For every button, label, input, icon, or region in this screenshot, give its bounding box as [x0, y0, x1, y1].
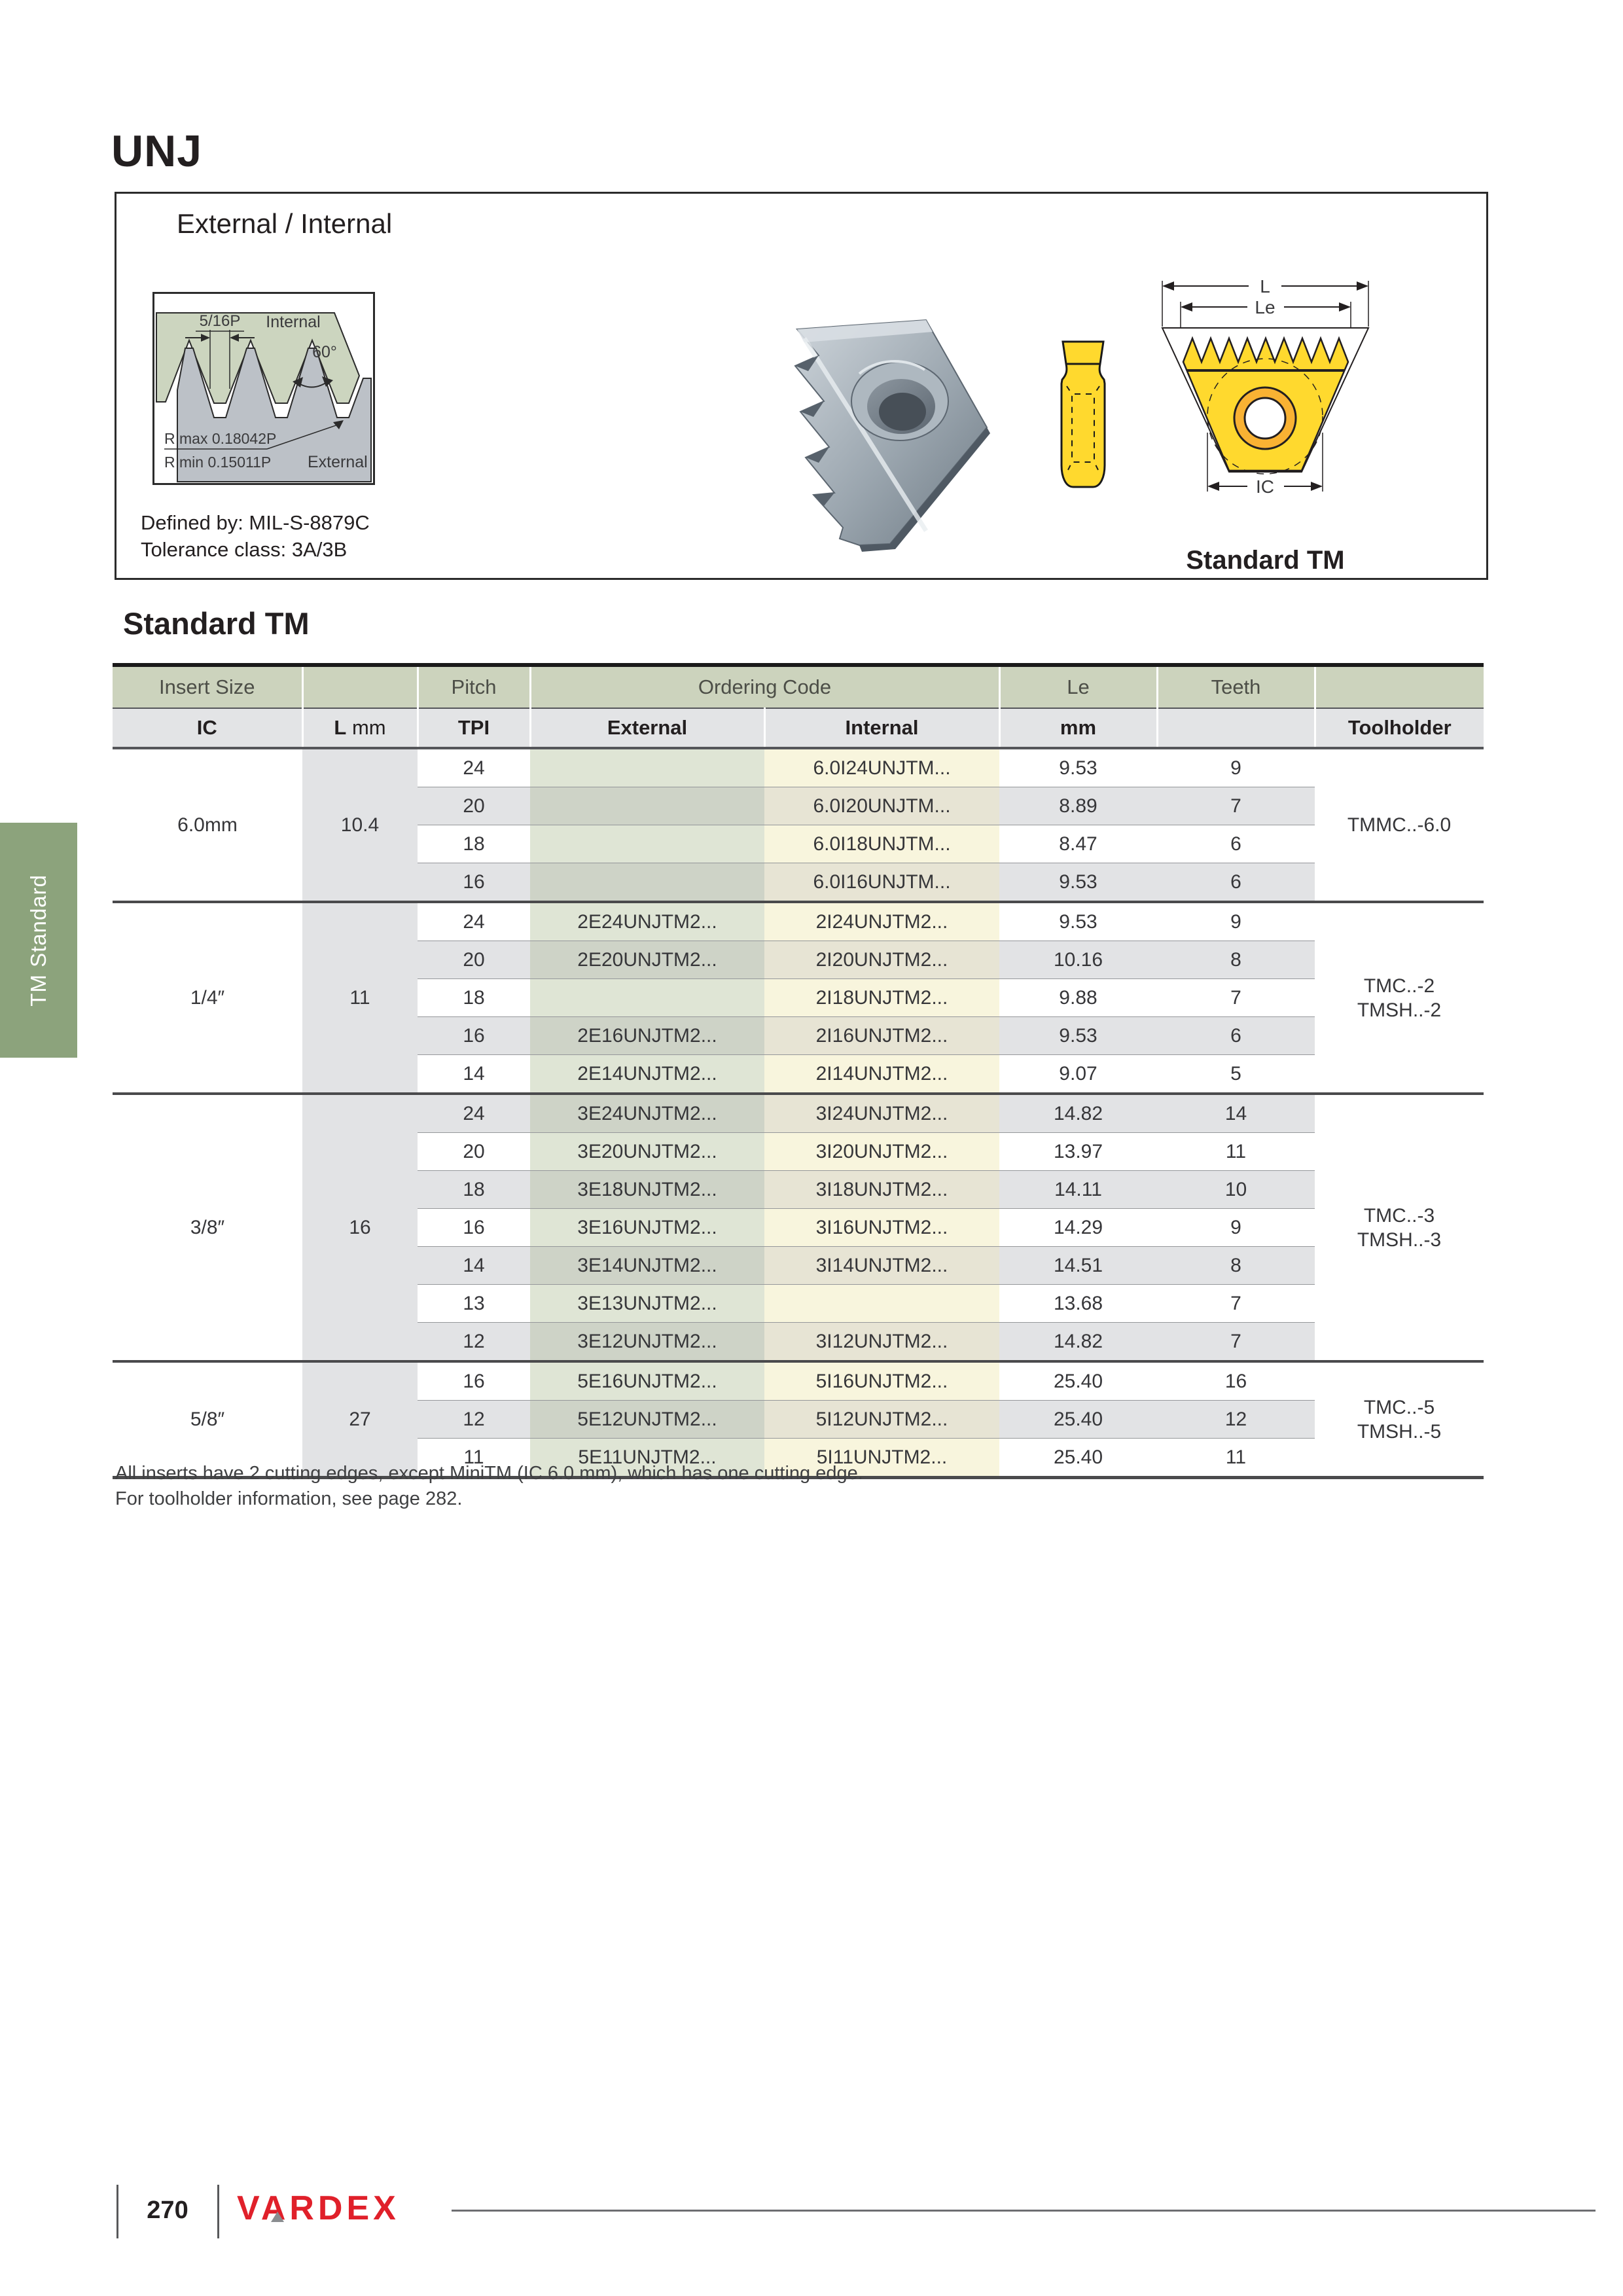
cell-teeth: 7 [1157, 979, 1315, 1017]
cell-ordering-code-external: 3E18UNJTM2... [530, 1171, 764, 1209]
external-internal-panel [115, 192, 1488, 580]
cell-le-mm: 25.40 [999, 1401, 1157, 1439]
cell-toolholder [1315, 1361, 1484, 1478]
cell-tpi: 13 [418, 1285, 530, 1323]
cell-le-mm: 25.40 [999, 1439, 1157, 1478]
cell-tpi: 16 [418, 1361, 530, 1401]
cell-le-mm: 9.53 [999, 1017, 1157, 1055]
cell-insert-size-l: 27 [302, 1361, 418, 1478]
insert-3d-hole-inner [879, 393, 926, 431]
toolholder-line: TMC..-2 [1363, 975, 1435, 997]
cell-le-mm: 9.53 [999, 902, 1157, 941]
cell-le-mm: 25.40 [999, 1361, 1157, 1401]
vardex-logo-text: VARDEX [237, 2189, 400, 2227]
header-external: External [530, 708, 764, 748]
header-spacer [302, 665, 418, 708]
sidebar-tab-tm-standard [0, 823, 77, 1058]
toolholder-line: TMSH..-3 [1357, 1229, 1442, 1251]
cell-tpi: 16 [418, 1017, 530, 1055]
cell-ordering-code-internal: 6.0I16UNJTM... [764, 863, 999, 903]
cell-ordering-code-internal: 6.0I20UNJTM... [764, 787, 999, 825]
header-internal: Internal [764, 708, 999, 748]
cell-teeth: 7 [1157, 787, 1315, 825]
footnote-line: All inserts have 2 cutting edges, except MiniTM (IC 6.0 mm), which has one cutting edge. [115, 1463, 863, 1484]
cell-teeth: 6 [1157, 1017, 1315, 1055]
cell-le-mm: 14.11 [999, 1171, 1157, 1209]
cell-ordering-code-external: 2E20UNJTM2... [530, 941, 764, 979]
cell-tpi: 18 [418, 1171, 530, 1209]
table-body [113, 748, 1484, 1478]
cell-ordering-code-external: 5E12UNJTM2... [530, 1401, 764, 1439]
cell-ordering-code-internal: 2I18UNJTM2... [764, 979, 999, 1017]
cell-tpi: 24 [418, 1094, 530, 1133]
cell-teeth: 10 [1157, 1171, 1315, 1209]
cell-toolholder [1315, 1094, 1484, 1361]
cell-le-mm: 8.89 [999, 787, 1157, 825]
cell-teeth: 7 [1157, 1323, 1315, 1362]
cell-le-mm: 13.97 [999, 1133, 1157, 1171]
cell-teeth: 14 [1157, 1094, 1315, 1133]
cell-ordering-code-internal [764, 1285, 999, 1323]
cell-insert-size-l: 10.4 [302, 748, 418, 902]
cell-insert-size-l: 11 [302, 902, 418, 1094]
cell-teeth: 16 [1157, 1361, 1315, 1401]
cell-ordering-code-external: 2E16UNJTM2... [530, 1017, 764, 1055]
footer-rule [452, 2210, 1596, 2212]
cell-ordering-code-internal: 3I14UNJTM2... [764, 1247, 999, 1285]
header-teeth: Teeth [1157, 665, 1315, 708]
cell-le-mm: 9.53 [999, 863, 1157, 903]
cell-ordering-code-external [530, 748, 764, 787]
cell-tpi: 14 [418, 1055, 530, 1094]
cell-ordering-code-internal: 6.0I24UNJTM... [764, 748, 999, 787]
cell-insert-size-ic: 5/8″ [113, 1361, 302, 1478]
cell-ordering-code-external: 2E24UNJTM2... [530, 902, 764, 941]
table-row [113, 748, 1484, 787]
header-l-mm [302, 708, 418, 748]
dim-le-label: Le [1255, 297, 1275, 317]
pitch-label: 5/16P [199, 312, 241, 330]
cell-insert-size-ic: 1/4″ [113, 902, 302, 1094]
table-row [113, 902, 1484, 941]
cell-ordering-code-internal: 3I16UNJTM2... [764, 1209, 999, 1247]
cell-teeth: 5 [1157, 1055, 1315, 1094]
cell-tpi: 16 [418, 863, 530, 903]
table-header-row-2 [113, 708, 1484, 748]
cell-teeth: 9 [1157, 1209, 1315, 1247]
defined-by-line: Defined by: MIL-S-8879C [141, 511, 370, 534]
cell-toolholder [1315, 748, 1484, 902]
cell-ordering-code-external: 3E16UNJTM2... [530, 1209, 764, 1247]
front-view-hole [1245, 398, 1285, 439]
cell-teeth: 6 [1157, 825, 1315, 863]
cell-le-mm: 9.07 [999, 1055, 1157, 1094]
cell-le-mm: 14.51 [999, 1247, 1157, 1285]
header-pitch: Pitch [418, 665, 530, 708]
header-mm: mm [999, 708, 1157, 748]
cell-ordering-code-internal: 2I16UNJTM2... [764, 1017, 999, 1055]
external-label: External [308, 453, 368, 471]
insert-3d-image [761, 315, 990, 557]
cell-ordering-code-external: 3E24UNJTM2... [530, 1094, 764, 1133]
cell-tpi: 16 [418, 1209, 530, 1247]
cell-insert-size-ic: 3/8″ [113, 1094, 302, 1361]
header-ordering-code: Ordering Code [530, 665, 999, 708]
cell-ordering-code-internal: 2I20UNJTM2... [764, 941, 999, 979]
cell-insert-size-l: 16 [302, 1094, 418, 1361]
cell-ordering-code-external: 3E20UNJTM2... [530, 1133, 764, 1171]
table-row [113, 1361, 1484, 1401]
standard-definition [141, 509, 370, 563]
cell-tpi: 18 [418, 825, 530, 863]
dim-le-arrowhead-left-icon [1181, 302, 1192, 312]
cell-le-mm: 14.82 [999, 1323, 1157, 1362]
dim-l-arrowhead-left-icon [1162, 281, 1174, 291]
header-insert-size: Insert Size [113, 665, 302, 708]
cell-le-mm: 13.68 [999, 1285, 1157, 1323]
cell-ordering-code-external [530, 825, 764, 863]
header-toolholder: Toolholder [1315, 708, 1484, 748]
sidebar-tab-label: TM Standard [26, 874, 50, 1007]
header-tpi: TPI [418, 708, 530, 748]
table-row [113, 1094, 1484, 1133]
cell-ordering-code-external: 5E11UNJTM2... [530, 1439, 764, 1478]
cell-teeth: 8 [1157, 941, 1315, 979]
dim-ic-arrowhead-right-icon [1311, 482, 1323, 491]
cell-teeth: 7 [1157, 1285, 1315, 1323]
cell-tpi: 20 [418, 941, 530, 979]
insert-side-view [1054, 338, 1113, 492]
cell-ordering-code-external: 3E12UNJTM2... [530, 1323, 764, 1362]
toolholder-line: TMMC..-6.0 [1347, 814, 1452, 836]
dim-l-arrowhead-right-icon [1357, 281, 1368, 291]
cell-ordering-code-external [530, 863, 764, 903]
tolerance-line: Tolerance class: 3A/3B [141, 538, 348, 561]
cell-ordering-code-internal: 5I16UNJTM2... [764, 1361, 999, 1401]
footnotes [115, 1461, 863, 1512]
dim-l-label: L [1260, 276, 1270, 296]
cell-ordering-code-internal: 3I18UNJTM2... [764, 1171, 999, 1209]
variant-label: Standard TM [1186, 546, 1345, 575]
cell-le-mm: 9.88 [999, 979, 1157, 1017]
toolholder-line: TMC..-5 [1363, 1396, 1435, 1418]
cell-ordering-code-internal: 5I11UNJTM2... [764, 1439, 999, 1478]
standard-tm-table [113, 663, 1484, 1479]
cell-le-mm: 14.82 [999, 1094, 1157, 1133]
cell-ordering-code-external: 5E16UNJTM2... [530, 1361, 764, 1401]
footnote-line: For toolholder information, see page 282. [115, 1488, 463, 1509]
cell-teeth: 9 [1157, 902, 1315, 941]
vardex-logo-triangle-icon [271, 2212, 284, 2222]
dim-ic-label: IC [1256, 476, 1274, 497]
cell-tpi: 18 [418, 979, 530, 1017]
dim-le-arrowhead-right-icon [1339, 302, 1351, 312]
vardex-logo [237, 2189, 400, 2228]
section-title: Standard TM [123, 606, 310, 641]
cell-tpi: 11 [418, 1439, 530, 1478]
cell-ordering-code-internal: 3I12UNJTM2... [764, 1323, 999, 1362]
cell-tpi: 24 [418, 902, 530, 941]
panel-subtitle: External / Internal [177, 208, 393, 239]
rmax-label: R max 0.18042P [164, 430, 277, 447]
angle-label: 60° [312, 343, 337, 361]
cell-tpi: 24 [418, 748, 530, 787]
cell-ordering-code-external: 3E13UNJTM2... [530, 1285, 764, 1323]
header-le: Le [999, 665, 1157, 708]
cell-teeth: 6 [1157, 863, 1315, 903]
cell-insert-size-ic: 6.0mm [113, 748, 302, 902]
cell-ordering-code-internal: 2I14UNJTM2... [764, 1055, 999, 1094]
toolholder-line: TMSH..-2 [1357, 999, 1442, 1021]
cell-tpi: 12 [418, 1323, 530, 1362]
cell-tpi: 14 [418, 1247, 530, 1285]
cell-ordering-code-internal: 6.0I18UNJTM... [764, 825, 999, 863]
cell-ordering-code-external: 2E14UNJTM2... [530, 1055, 764, 1094]
toolholder-line: TMC..-3 [1363, 1204, 1435, 1227]
cell-le-mm: 14.29 [999, 1209, 1157, 1247]
thread-profile-diagram [152, 292, 375, 485]
page-number: 270 [147, 2197, 188, 2224]
rmin-label: R min 0.15011P [164, 454, 272, 471]
cell-teeth: 11 [1157, 1439, 1315, 1478]
header-ic: IC [113, 708, 302, 748]
cell-ordering-code-internal: 5I12UNJTM2... [764, 1401, 999, 1439]
page-title: UNJ [111, 126, 203, 176]
cell-ordering-code-internal: 2I24UNJTM2... [764, 902, 999, 941]
internal-label: Internal [266, 313, 321, 331]
cell-ordering-code-external [530, 979, 764, 1017]
cell-tpi: 12 [418, 1401, 530, 1439]
footer-divider-bar [116, 2185, 118, 2238]
cell-teeth: 8 [1157, 1247, 1315, 1285]
table-header-row-1 [113, 665, 1484, 708]
cell-ordering-code-external: 3E14UNJTM2... [530, 1247, 764, 1285]
insert-front-view [1156, 276, 1375, 501]
cell-teeth: 12 [1157, 1401, 1315, 1439]
cell-ordering-code-internal: 3I24UNJTM2... [764, 1094, 999, 1133]
cell-le-mm: 9.53 [999, 748, 1157, 787]
cell-le-mm: 10.16 [999, 941, 1157, 979]
cell-teeth: 9 [1157, 748, 1315, 787]
cell-ordering-code-internal: 3I20UNJTM2... [764, 1133, 999, 1171]
cell-le-mm: 8.47 [999, 825, 1157, 863]
cell-teeth: 11 [1157, 1133, 1315, 1171]
header-l: L [334, 716, 347, 739]
cell-toolholder [1315, 902, 1484, 1094]
cell-tpi: 20 [418, 1133, 530, 1171]
cell-tpi: 20 [418, 787, 530, 825]
header-l-unit: mm [346, 716, 386, 739]
cell-ordering-code-external [530, 787, 764, 825]
footer-divider-bar [217, 2185, 219, 2238]
header-teeth-spacer [1157, 708, 1315, 748]
header-spacer [1315, 665, 1484, 708]
toolholder-line: TMSH..-5 [1357, 1420, 1442, 1443]
dim-ic-arrowhead-left-icon [1207, 482, 1219, 491]
